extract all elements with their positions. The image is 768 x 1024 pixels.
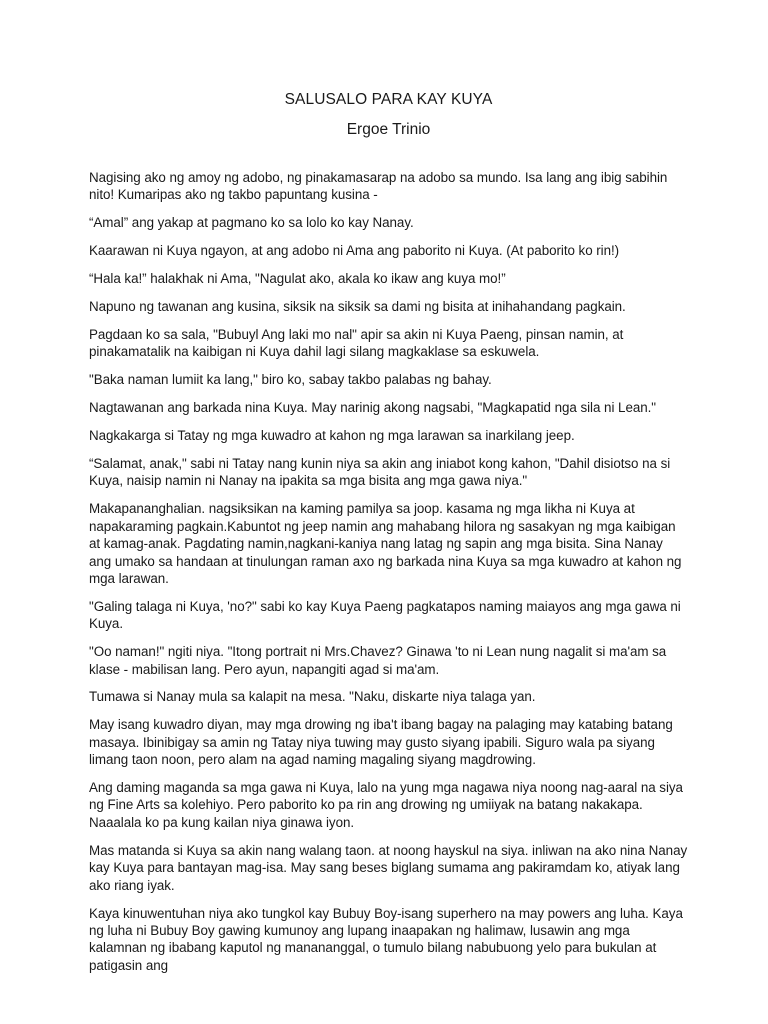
- paragraph-8: Nagtawanan ang barkada nina Kuya. May narinig akong nagsabi, "Magkapatid nga sila ni Lean.": [89, 400, 657, 416]
- paragraph-1: Nagising ako ng amoy ng adobo, ng pinakamasarap na adobo sa mundo. Isa lang ang ibig sabihin nito! Kumaripas ako ng takbo papuntang kusina -: [89, 170, 668, 203]
- paragraph-17: Mas matanda si Kuya sa akin nang walang taon. at noong hayskul na siya. inliwan na ako nina Nanay kay Kuya para bantayan mag-isa. May sang beses biglang sumama ang pakiramdam ko, atiyak lang ako riang iyak.: [89, 842, 688, 893]
- paragraph-12: "Galing talaga ni Kuya, 'no?" sabi ko kay Kuya Paeng pagkatapos naming maiayos ang mga gawa ni Kuya.: [89, 598, 681, 632]
- paragraph-5: Napuno ng tawanan ang kusina, siksik na siksik sa dami ng bisita at inihahandang pagkain.: [89, 299, 626, 315]
- paragraph-10: “Salamat, anak," sabi ni Tatay nang kunin niya sa akin ang iniabot kong kahon, "Dahil disiotso na si Kuya, naisip namin ni Nanay na ipakita sa mga bisita ang mga gawa niya.": [89, 455, 671, 489]
- paragraph-11: Makapananghalian. nagsiksikan na kaming pamilya sa joop. kasama ng mga likha ni Kuya at napakaraming pagkain.Kabuntot ng jeep namin ang mahabang hilora ng sasakyan ng mga kaibigan at kamag-anak. Pagdating namin,nagkani-kaniya nang latag ng sapin ang mga bisita. Sina Nanay ang umako sa handaan at tinulungan raman axo ng barkada nina Kuya sa mga kuwadro at kahon ng mga larawan.: [89, 501, 682, 586]
- document-body: [89, 169, 688, 974]
- paragraph-9: Nagkakarga si Tatay ng mga kuwadro at kahon ng mga larawan sa inarkilang jeep.: [89, 428, 575, 444]
- paragraph-18: Kaya kinuwentuhan niya ako tungkol kay Bubuy Boy-isang superhero na may powers ang luha. Kaya ng luha ni Bubuy Boy gawing kumunoy ang lupang inaapakan ng halimaw, lusawin ang mga kalamnan ng ibabang kaputol ng manananggal, o tumulo bilang nabubuong yelo para bukulan at patigasin ang: [89, 905, 683, 973]
- document-author: Ergoe Trinio: [346, 121, 431, 138]
- paragraph-15: May isang kuwadro diyan, may mga drowing ng iba't ibang bagay na palaging may katabing batang masaya. Ibinibigay sa amin ng Tatay niya tuwing may gusto siyang ipabili. Siguro wala pa siyang limang taon noon, pero alam na agad naming magaling siyang magdrowing.: [89, 717, 673, 768]
- paragraph-13: "Oo naman!" ngiti niya. "Itong portrait ni Mrs.Chavez? Ginawa 'to ni Lean nung nagalit si ma'am sa klase - mabilisan lang. Pero ayun, napangiti agad si ma'am.: [89, 644, 667, 677]
- paragraph-3: Kaarawan ni Kuya ngayon, at ang adobo ni Ama ang paborito ni Kuya. (At paborito ko rin!): [89, 243, 620, 259]
- paragraph-7: "Baka naman lumiit ka lang," biro ko, sabay takbo palabas ng bahay.: [89, 372, 492, 388]
- paragraph-6: Pagdaan ko sa sala, "Bubuyl Ang laki mo nal" apir sa akin ni Kuya Paeng, pinsan namin, at pinakamatalik na kaibigan ni Kuya dahil lagi silang magkaklase sa eskuwela.: [89, 326, 624, 360]
- paragraph-4: “Hala ka!” halakhak ni Ama, "Nagulat ako, akala ko ikaw ang kuya mo!”: [89, 271, 506, 287]
- paragraph-14: Tumawa si Nanay mula sa kalapit na mesa. "Naku, diskarte niya talaga yan.: [89, 689, 536, 705]
- paragraph-16: Ang daming maganda sa mga gawa ni Kuya, lalo na yung mga nagawa niya noong nag-aaral na siya ng Fine Arts sa kolehiyo. Pero paborito ko pa rin ang drowing ng umiiyak na batang nakakapa. Naaalala ko pa kung kailan niya ginawa iyon.: [89, 780, 683, 830]
- document-title: SALUSALO PARA KAY KUYA: [284, 91, 493, 108]
- paragraph-2: “Amal” ang yakap at pagmano ko sa lolo ko kay Nanay.: [89, 215, 414, 231]
